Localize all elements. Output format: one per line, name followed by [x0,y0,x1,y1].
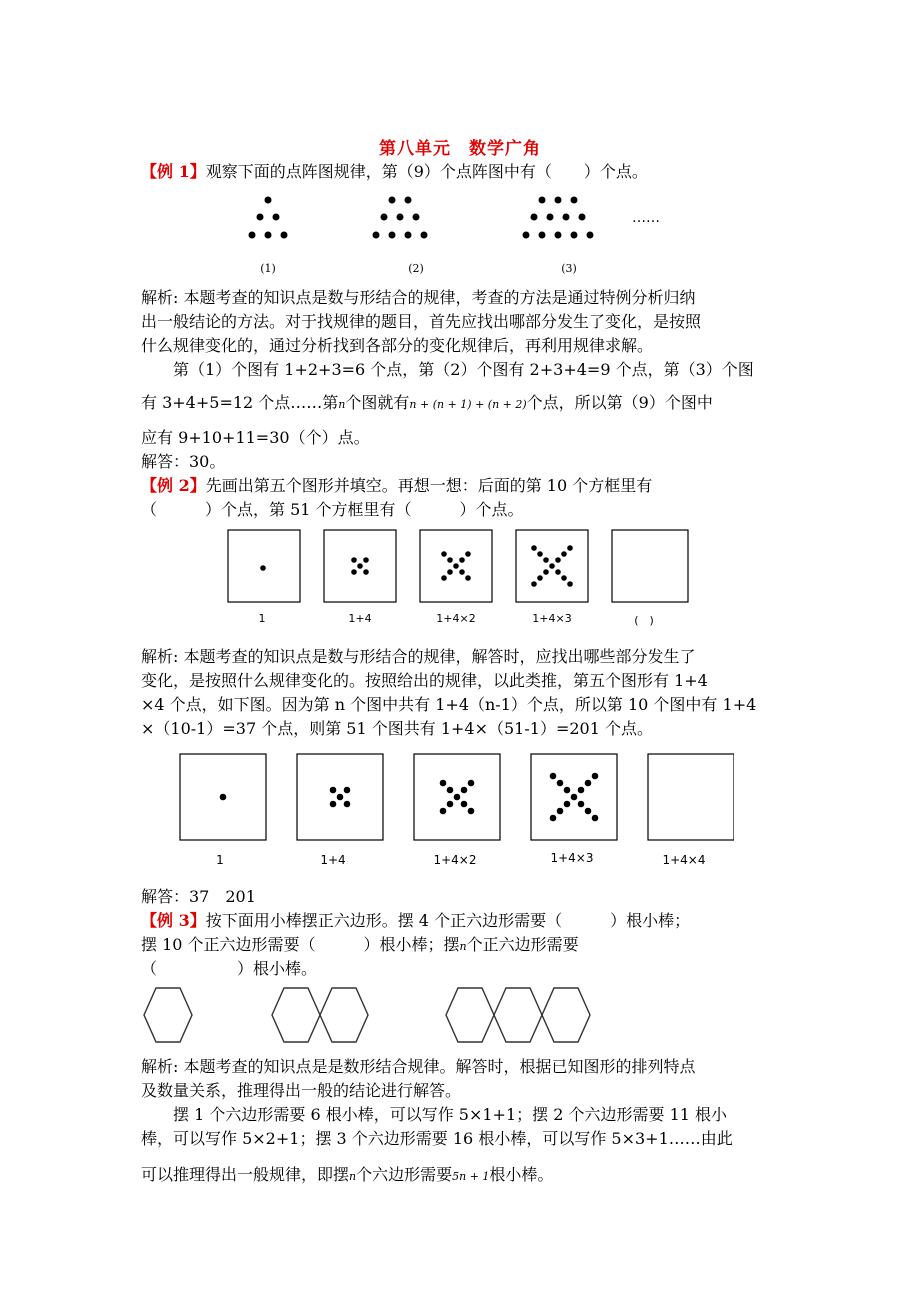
hexagon-3b [494,988,542,1042]
dot-square-label-4b: 1+4×3 [550,851,594,865]
ellipsis: …… [632,210,660,226]
dot-square-label-5b: 1+4×4 [662,853,706,867]
page-title: 第八单元 数学广角 [379,139,541,159]
example-1-analysis-line-5 [141,391,713,417]
example-3-question-text-1: 按下面用小棒摆正六边形。摆 4 个正六边形需要（ ）根小棒； [205,911,691,930]
dot-square-figures-1 [224,528,694,632]
dot-square-figures-2 [174,748,734,872]
dot-triangle-3 [523,197,594,239]
example-2-analysis-line-3: ×4 个点，如下图。因为第 n 个图中共有 1+4（n-1）个点，所以第 10 个图中有 1+4 [141,695,757,714]
dot-triangle-label-3: (3) [561,262,577,275]
example-1-analysis-5c: 个点，所以第（9）个图中 [526,393,713,412]
example-3-analysis-5a: 可以推理得出一般规律，即摆 [141,1165,350,1184]
example-2-tag: 【例 2】 [141,476,206,495]
example-1-analysis-5b: 个图就有 [345,393,410,412]
dot [260,565,266,571]
example-3-analysis-line-3: 摆 1 个六边形需要 6 根小棒，可以写作 5×1+1；摆 2 个六边形需要 11 根小 [173,1105,728,1124]
example-2-question-line-2: （ ）个点，第 51 个方框里有（ ）个点。 [141,500,524,519]
dot-triangle-1 [249,197,288,239]
dot-square-label-5a: ( ) [634,614,654,627]
formula-n-sum: n + (n + 1) + (n + 2) [409,398,527,411]
example-3-question-line-1 [141,909,690,933]
dot-square-label-3b: 1+4×2 [433,853,477,867]
example-2-analysis-line-4: ×（10-1）=37 个点，则第 51 个图共有 1+4×（51-1）=201 个点。 [141,719,653,738]
dot-square-label-1b: 1 [216,853,224,867]
hexagon-1 [144,988,192,1042]
example-3-question-line-2 [141,933,579,959]
example-2-analysis-line-1: 解析: 本题考查的知识点是数与形结合的规律，解答时，应找出哪些部分发生了 [141,647,696,666]
dot-triangle-label-2: (2) [408,262,424,275]
dot-triangle-label-1: (1) [260,262,276,275]
example-1-analysis-line-4: 第（1）个图有 1+2+3=6 个点，第（2）个图有 2+3+4=9 个点，第（3）个图 [173,360,754,379]
example-1-question-text: 观察下面的点阵图规律，第（9）个点阵图中有（ ）个点。 [205,162,648,181]
example-3-question-text-2a: 摆 10 个正六边形需要（ ）根小棒；摆 [141,935,460,954]
example-2-question-text-1: 先画出第五个图形并填空。再想一想：后面的第 10 个方框里有 [205,476,653,495]
example-3-tag: 【例 3】 [141,911,206,930]
variable-n: n [338,398,346,411]
example-1-analysis-line-2: 出一般结论的方法。对于找规律的题目，首先应找出哪部分发生了变化，是按照 [141,312,702,331]
example-2-answer: 解答：37 201 [141,887,256,906]
dot-square-5a-empty-frame [612,530,688,602]
hexagon-3a [446,988,494,1042]
example-3-analysis-line-1: 解析: 本题考查的知识点是是数形结合规律。解答时，根据已知图形的排列特点 [141,1057,696,1076]
example-2-analysis-line-2: 变化，是按照什么规律变化的。按照给出的规律，以此类推，第五个图形有 1+4 [141,671,708,690]
dot-square-label-2a: 1+4 [348,612,372,625]
example-2-question-line-1 [141,474,652,498]
hexagon-stick-figures [136,984,596,1048]
variable-n: n [459,940,467,953]
example-1-tag: 【例 1】 [141,162,206,181]
hexagon-3c [542,988,590,1042]
example-3-question-text-2b: 个正六边形需要 [466,935,579,954]
example-3-analysis-5b: 个六边形需要 [356,1165,453,1184]
dot-square-label-4a: 1+4×3 [532,612,572,625]
dot-square-5b-empty-frame [648,754,734,840]
example-3-question-line-3: （ ）根小棒。 [141,959,318,978]
dot-triangle-figures [240,190,690,280]
dot-square-label-3a: 1+4×2 [436,612,476,625]
example-3-analysis-5c: 根小棒。 [489,1165,554,1184]
dot-square-label-2b: 1+4 [320,853,346,867]
example-1-analysis-line-3: 什么规律变化的，通过分析找到各部分的变化规律后，再利用规律求解。 [141,336,654,355]
dot-square-label-1a: 1 [258,612,266,625]
variable-n: n [349,1170,357,1183]
dot-triangle-2 [373,197,428,239]
example-1-analysis-5a: 有 3+4+5=12 个点……第 [141,393,339,412]
hexagon-2b [320,988,368,1042]
hexagon-2a [272,988,320,1042]
formula-5n-plus-1: 5n + 1 [452,1170,490,1183]
example-3-analysis-line-4: 棒，可以写作 5×2+1；摆 3 个六边形需要 16 根小棒，可以写作 5×3+1……由此 [141,1129,733,1148]
example-1-answer: 解答：30。 [141,452,226,471]
example-3-analysis-line-5 [141,1163,553,1189]
example-1-question [141,160,648,184]
example-1-analysis-line-1: 解析: 本题考查的知识点是数与形结合的规律，考查的方法是通过特例分析归纳 [141,288,696,307]
example-1-analysis-line-6: 应有 9+10+11=30（个）点。 [141,428,370,447]
example-3-analysis-line-2: 及数量关系，推理得出一般的结论进行解答。 [141,1081,462,1100]
